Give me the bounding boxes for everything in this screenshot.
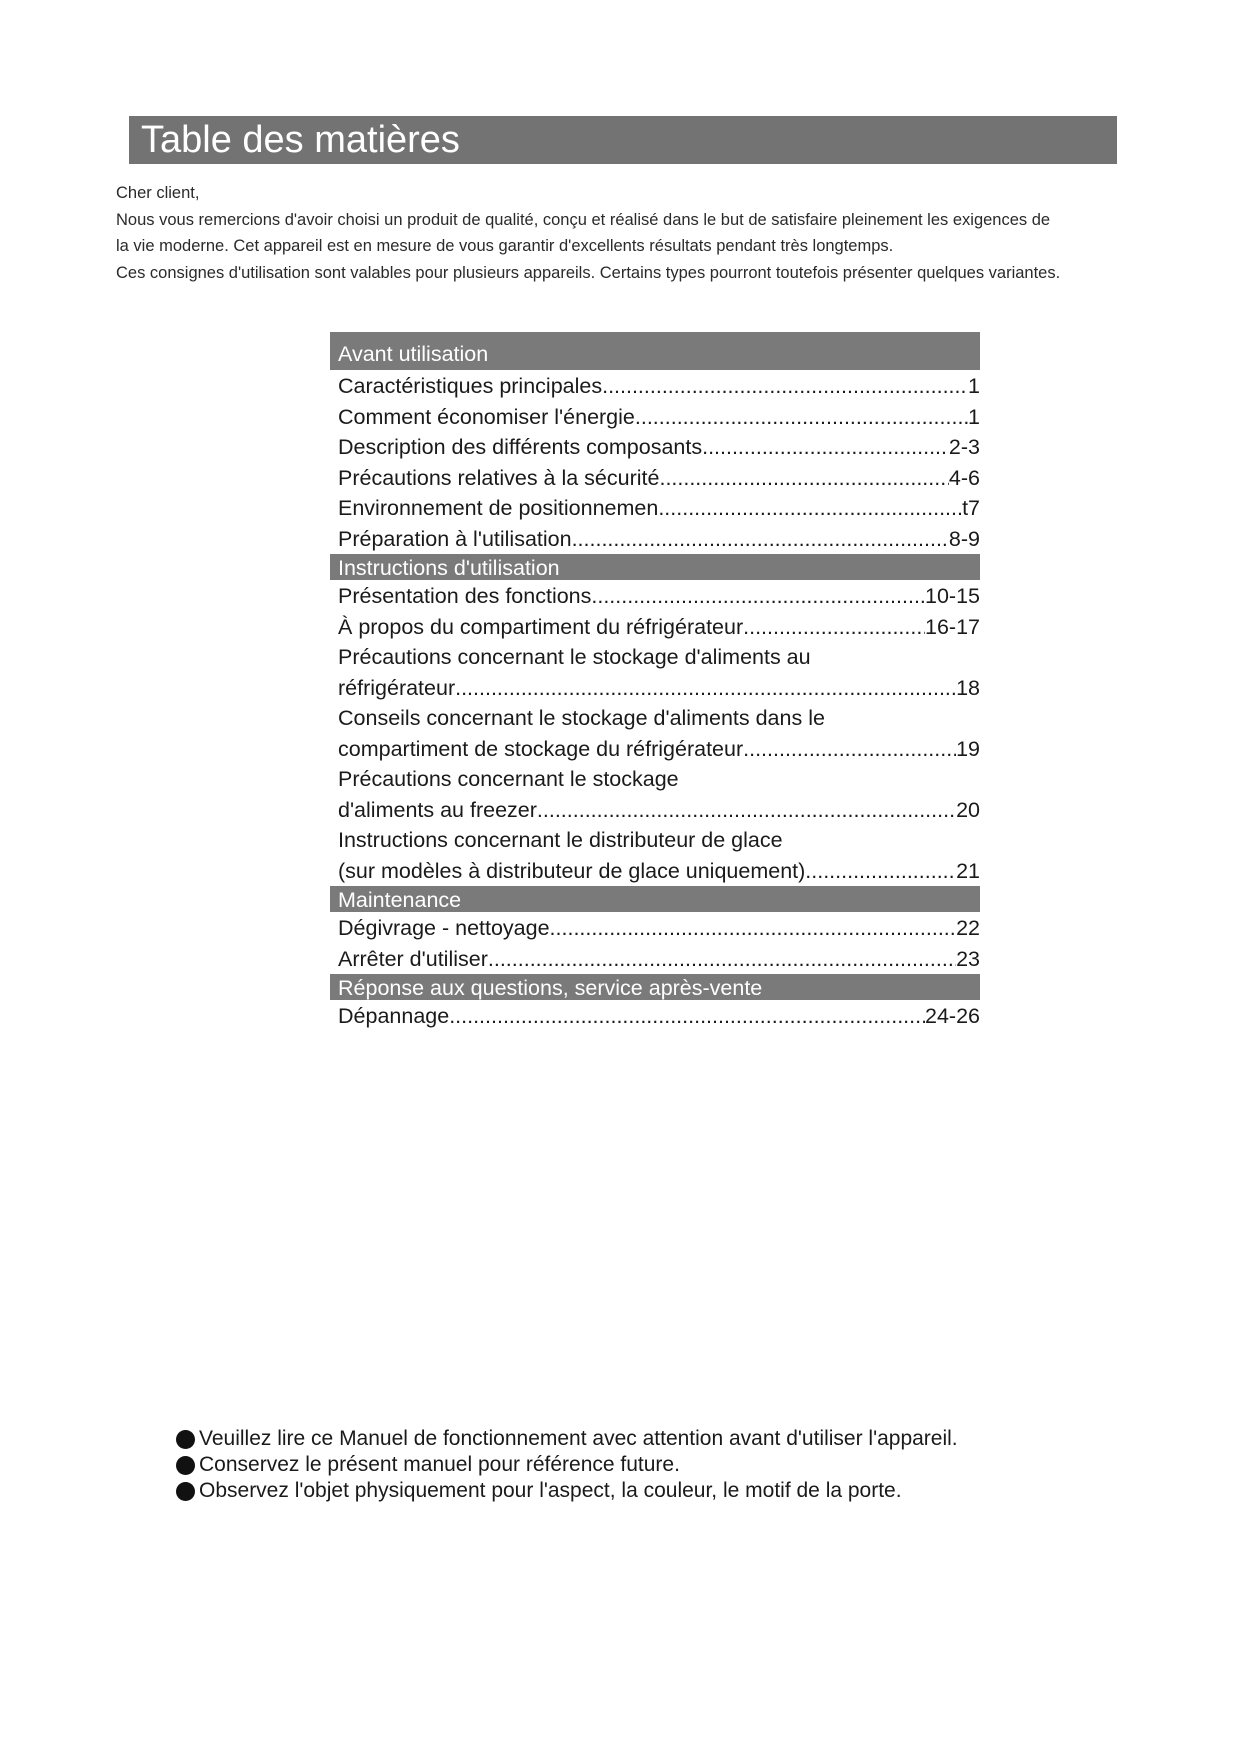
toc-entry-label: Environnement de positionnemen: [338, 496, 659, 520]
toc-entry-label: Dépannage: [338, 1004, 450, 1028]
intro-line-2: la vie moderne. Cet appareil est en mesure de vous garantir d'excellents résultats pendant très longtemps.: [116, 237, 894, 255]
toc-leader-dots: [659, 463, 948, 494]
toc-page-number: 2-3: [948, 435, 980, 459]
toc-entry-label: Présentation des fonctions: [338, 584, 592, 608]
toc-entry[interactable]: [330, 764, 980, 825]
toc-entry-line: Conseils concernant le stockage d'aliments dans le: [338, 706, 825, 730]
intro-line-1: Nous vous remercions d'avoir choisi un produit de qualité, conçu et réalisé dans le but de satisfaire pleinement les exigences de: [116, 210, 1051, 229]
toc-entry[interactable]: [330, 402, 980, 433]
intro-greeting: Cher client,: [116, 184, 200, 202]
toc-leader-dots: [488, 944, 956, 975]
toc-leader-dots: [572, 524, 949, 555]
toc-entry-label: Précautions relatives à la sécurité: [338, 465, 660, 490]
toc-entry[interactable]: [330, 913, 980, 944]
toc-entry-label: compartiment de stockage du réfrigérateur: [338, 736, 744, 761]
toc-entry-label: Dégivrage - nettoyage: [338, 916, 550, 940]
toc-page-number: 21: [956, 858, 980, 883]
toc-page-number: 23: [956, 946, 980, 971]
toc-entry[interactable]: [330, 1001, 980, 1032]
toc-page-number: 24-26: [925, 1004, 980, 1028]
toc-page-number: 10-15: [925, 584, 980, 608]
toc-page-number: 18: [956, 675, 980, 700]
toc-entry-label: Préparation à l'utilisation: [338, 526, 572, 551]
toc-leader-dots: [537, 795, 956, 826]
toc-leader-dots: [635, 402, 968, 433]
note-text: Observez l'objet physiquement pour l'aspect, la couleur, le motif de la porte.: [199, 1479, 902, 1502]
bullet-icon: [176, 1482, 195, 1501]
toc-entry[interactable]: [330, 825, 980, 886]
bullet-icon: [176, 1430, 195, 1449]
table-of-contents: [330, 332, 980, 1032]
note-item: [176, 1426, 1076, 1452]
toc-entry-label: Comment économiser l'énergie: [338, 404, 635, 429]
notes-list: [176, 1426, 1076, 1504]
toc-leader-dots: [449, 1001, 925, 1032]
toc-entry-line: Précautions concernant le stockage: [338, 767, 679, 791]
toc-leader-dots: [591, 581, 925, 612]
toc-leader-dots: [550, 913, 957, 944]
intro-line-3: Ces consignes d'utilisation sont valables pour plusieurs appareils. Certains types pourront toutefois présenter quelques variantes.: [116, 263, 1061, 282]
toc-entry[interactable]: [330, 944, 980, 975]
toc-page-number: t7: [962, 496, 980, 520]
toc-page-number: 20: [956, 797, 980, 822]
toc-leader-dots: [602, 371, 968, 402]
toc-entry[interactable]: [330, 612, 980, 643]
toc-entry[interactable]: [330, 493, 980, 524]
note-text: Conservez le présent manuel pour référence future.: [199, 1453, 680, 1476]
toc-entry[interactable]: [330, 703, 980, 764]
toc-entry-label: Caractéristiques principales: [338, 374, 603, 398]
toc-entry-line: Instructions concernant le distributeur de glace: [338, 828, 783, 852]
toc-entry[interactable]: [330, 581, 980, 612]
note-text: Veuillez lire ce Manuel de fonctionnement avec attention avant d'utiliser l'appareil.: [199, 1427, 958, 1450]
toc-page-number: 4-6: [948, 465, 980, 490]
toc-page-number: 16-17: [925, 614, 980, 639]
toc-entry-label: Arrêter d'utiliser: [338, 946, 488, 971]
toc-section-header: Instructions d'utilisation: [330, 554, 980, 580]
toc-entry-label: réfrigérateur: [338, 675, 456, 700]
toc-leader-dots: [805, 856, 956, 887]
toc-entry-label: Description des différents composants: [338, 435, 703, 459]
toc-entry-label: (sur modèles à distributeur de glace uniquement): [338, 858, 806, 883]
toc-entry[interactable]: [330, 432, 980, 463]
toc-section-header: Avant utilisation: [330, 332, 980, 370]
toc-section-header: Maintenance: [330, 886, 980, 912]
toc-leader-dots: [743, 734, 956, 765]
toc-leader-dots: [455, 673, 956, 704]
bullet-icon: [176, 1456, 195, 1475]
toc-entry-label: d'aliments au freezer: [338, 797, 537, 822]
toc-leader-dots: [702, 432, 949, 463]
toc-page-number: 19: [956, 736, 980, 761]
toc-entry[interactable]: [330, 371, 980, 402]
toc-leader-dots: [658, 493, 962, 524]
toc-entry-line: Précautions concernant le stockage d'aliments au: [338, 645, 811, 669]
toc-entry[interactable]: [330, 463, 980, 494]
note-item: [176, 1452, 1076, 1478]
toc-page-number: 1: [968, 404, 980, 429]
toc-entry[interactable]: [330, 524, 980, 555]
toc-entry[interactable]: [330, 642, 980, 703]
toc-page-number: 8-9: [948, 526, 980, 551]
toc-leader-dots: [743, 612, 925, 643]
page-title: Table des matières: [129, 116, 1117, 164]
note-item: [176, 1478, 1076, 1504]
toc-page-number: 22: [956, 916, 980, 940]
toc-page-number: 1: [968, 374, 980, 398]
toc-entry-label: À propos du compartiment du réfrigérateur: [338, 614, 744, 639]
intro-text: [116, 180, 1146, 286]
toc-section-header: Réponse aux questions, service après-vente: [330, 974, 980, 1000]
